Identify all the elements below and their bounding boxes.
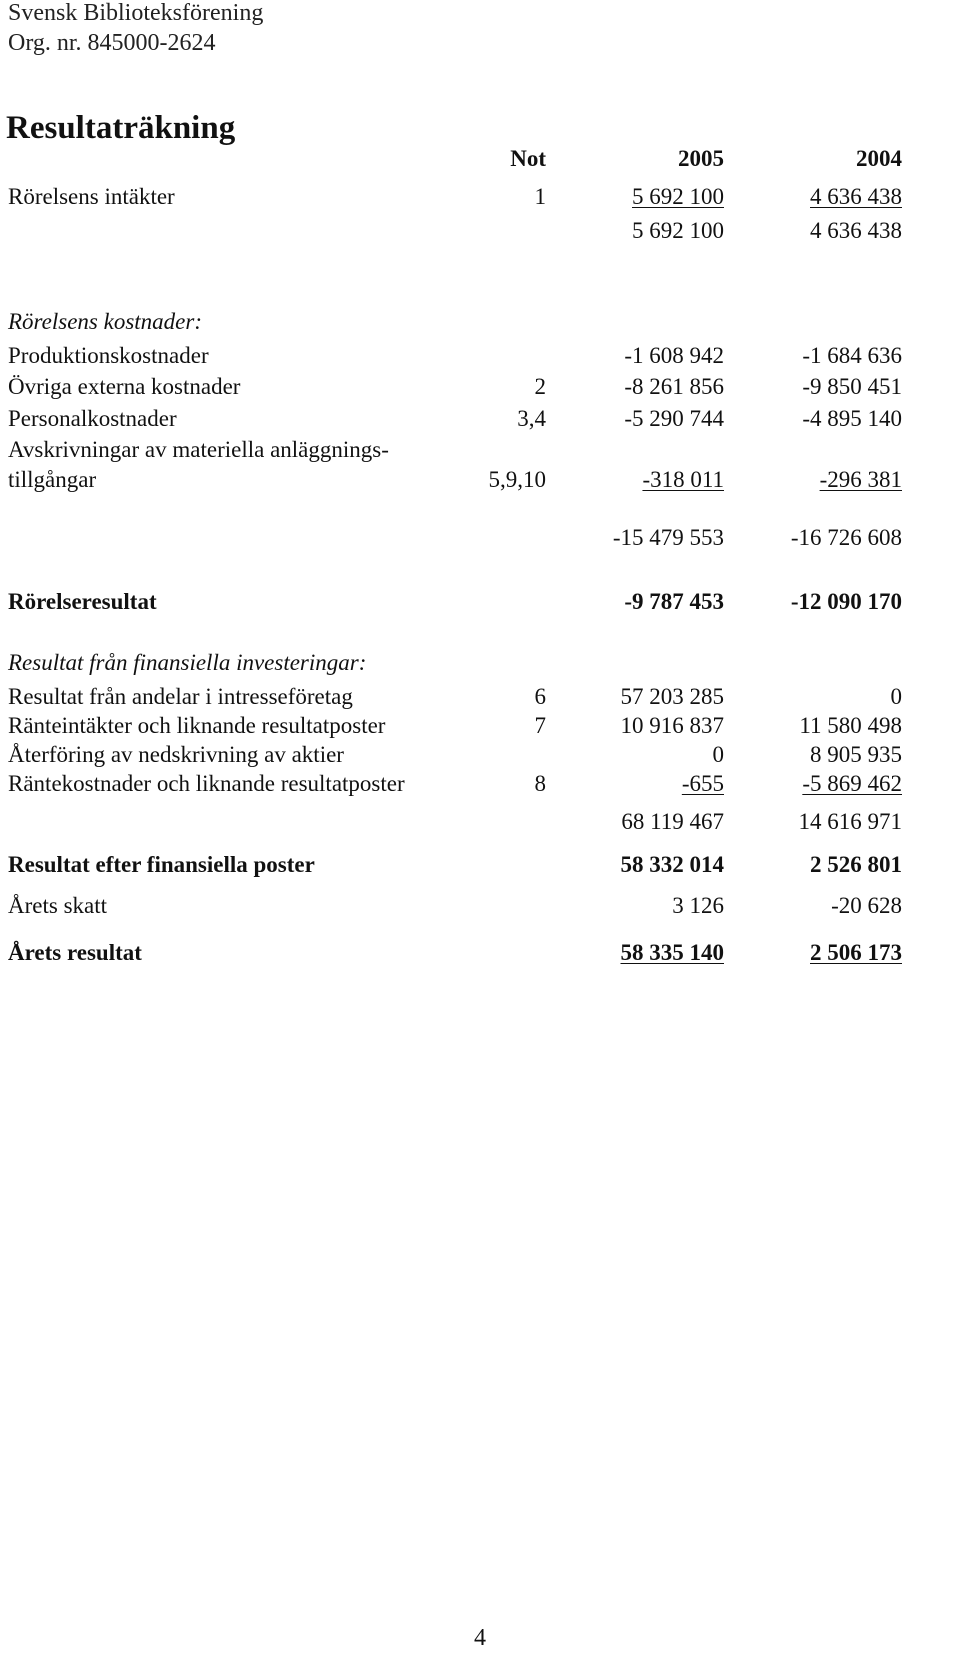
row-note: 2 bbox=[534, 374, 546, 399]
row-value-2004: 8 905 935 bbox=[810, 742, 902, 767]
row-note: 8 bbox=[534, 771, 546, 796]
row-label: Resultat från andelar i intresseföretag bbox=[8, 684, 353, 709]
row-value-2005: 5 692 100 bbox=[632, 184, 724, 209]
table-row-rantekostnader bbox=[0, 769, 960, 799]
table-row-aterforing bbox=[0, 740, 960, 770]
row-value-2004: -4 895 140 bbox=[802, 406, 902, 431]
section-heading-finansiella bbox=[0, 648, 960, 678]
subtotal-value-2005: -15 479 553 bbox=[612, 525, 724, 550]
row-label: tillgångar bbox=[8, 467, 97, 492]
row-value-2005: -318 011 bbox=[642, 467, 724, 492]
row-label: Årets skatt bbox=[8, 893, 108, 918]
table-row-produktion bbox=[0, 341, 960, 371]
organization-name: Svensk Biblioteksförening bbox=[8, 0, 264, 26]
page-title: Resultaträkning bbox=[6, 110, 236, 146]
table-row-intakter bbox=[0, 182, 960, 212]
row-label: Återföring av nedskrivning av aktier bbox=[8, 742, 344, 767]
row-value-2005: 57 203 285 bbox=[620, 684, 724, 709]
row-value-2004: 2 526 801 bbox=[810, 852, 902, 877]
row-value-2004: 4 636 438 bbox=[810, 184, 902, 209]
row-value-2005: -8 261 856 bbox=[624, 374, 724, 399]
table-row-skatt bbox=[0, 891, 960, 921]
table-row-avskrivningar-line1 bbox=[0, 435, 960, 465]
table-row-arets-resultat bbox=[0, 938, 960, 968]
row-value-2005: -9 787 453 bbox=[624, 589, 724, 614]
row-label: Ränteintäkter och liknande resultatposter bbox=[8, 713, 386, 738]
subtotal-value-2005: 68 119 467 bbox=[621, 809, 724, 834]
table-row-efter-finansiella bbox=[0, 850, 960, 880]
row-value-2005: 58 335 140 bbox=[620, 940, 724, 965]
row-label: Produktionskostnader bbox=[8, 343, 209, 368]
table-row-avskrivningar bbox=[0, 465, 960, 495]
row-value-2004: 2 506 173 bbox=[810, 940, 902, 965]
row-value-2004: -20 628 bbox=[831, 893, 902, 918]
column-header-row bbox=[0, 144, 960, 174]
table-row-kostnader-sum bbox=[0, 523, 960, 553]
column-header-2004: 2004 bbox=[856, 146, 902, 171]
row-note: 6 bbox=[534, 684, 546, 709]
subtotal-value-2004: 14 616 971 bbox=[798, 809, 902, 834]
row-label: Rörelseresultat bbox=[8, 589, 157, 614]
row-label: Avskrivningar av materiella anläggnings- bbox=[8, 437, 389, 462]
row-value-2004: -1 684 636 bbox=[802, 343, 902, 368]
row-label: Årets resultat bbox=[8, 940, 142, 965]
row-value-2005: 58 332 014 bbox=[620, 852, 724, 877]
row-value-2005: -655 bbox=[681, 771, 724, 796]
row-note: 5,9,10 bbox=[488, 467, 546, 492]
table-row-finansiella-sum bbox=[0, 807, 960, 837]
row-label: Övriga externa kostnader bbox=[8, 374, 241, 399]
row-note: 7 bbox=[534, 713, 546, 738]
row-label: Räntekostnader och liknande resultatposter bbox=[8, 771, 405, 796]
table-row-rorelseresultat bbox=[0, 587, 960, 617]
table-row-externa bbox=[0, 372, 960, 402]
table-row-andelar bbox=[0, 682, 960, 712]
table-row-personal bbox=[0, 404, 960, 434]
row-label: Rörelsens intäkter bbox=[8, 184, 175, 209]
row-value-2005: -1 608 942 bbox=[624, 343, 724, 368]
row-value-2004: 0 bbox=[890, 684, 902, 709]
row-value-2005: 10 916 837 bbox=[620, 713, 724, 738]
subtotal-value-2005: 5 692 100 bbox=[632, 218, 724, 243]
subtotal-value-2004: 4 636 438 bbox=[810, 218, 902, 243]
row-label: Resultat efter finansiella poster bbox=[8, 852, 315, 877]
column-header-note: Not bbox=[510, 146, 546, 171]
section-heading-label: Resultat från finansiella investeringar: bbox=[8, 650, 367, 675]
table-row-ranteintakter bbox=[0, 711, 960, 741]
row-value-2004: 11 580 498 bbox=[799, 713, 902, 738]
row-value-2005: -5 290 744 bbox=[624, 406, 724, 431]
row-note: 3,4 bbox=[517, 406, 546, 431]
row-value-2004: -12 090 170 bbox=[790, 589, 902, 614]
row-value-2005: 3 126 bbox=[672, 893, 724, 918]
section-heading-label: Rörelsens kostnader: bbox=[8, 309, 202, 334]
row-value-2004: -5 869 462 bbox=[802, 771, 902, 796]
row-label: Personalkostnader bbox=[8, 406, 177, 431]
table-row-intakter-sum bbox=[0, 216, 960, 246]
row-value-2004: -9 850 451 bbox=[802, 374, 902, 399]
row-note: 1 bbox=[534, 184, 546, 209]
row-value-2004: -296 381 bbox=[819, 467, 902, 492]
page-number: 4 bbox=[474, 1625, 486, 1651]
subtotal-value-2004: -16 726 608 bbox=[790, 525, 902, 550]
organization-number: Org. nr. 845000-2624 bbox=[8, 30, 216, 56]
section-heading-kostnader bbox=[0, 307, 960, 337]
column-header-2005: 2005 bbox=[678, 146, 724, 171]
row-value-2005: 0 bbox=[712, 742, 724, 767]
